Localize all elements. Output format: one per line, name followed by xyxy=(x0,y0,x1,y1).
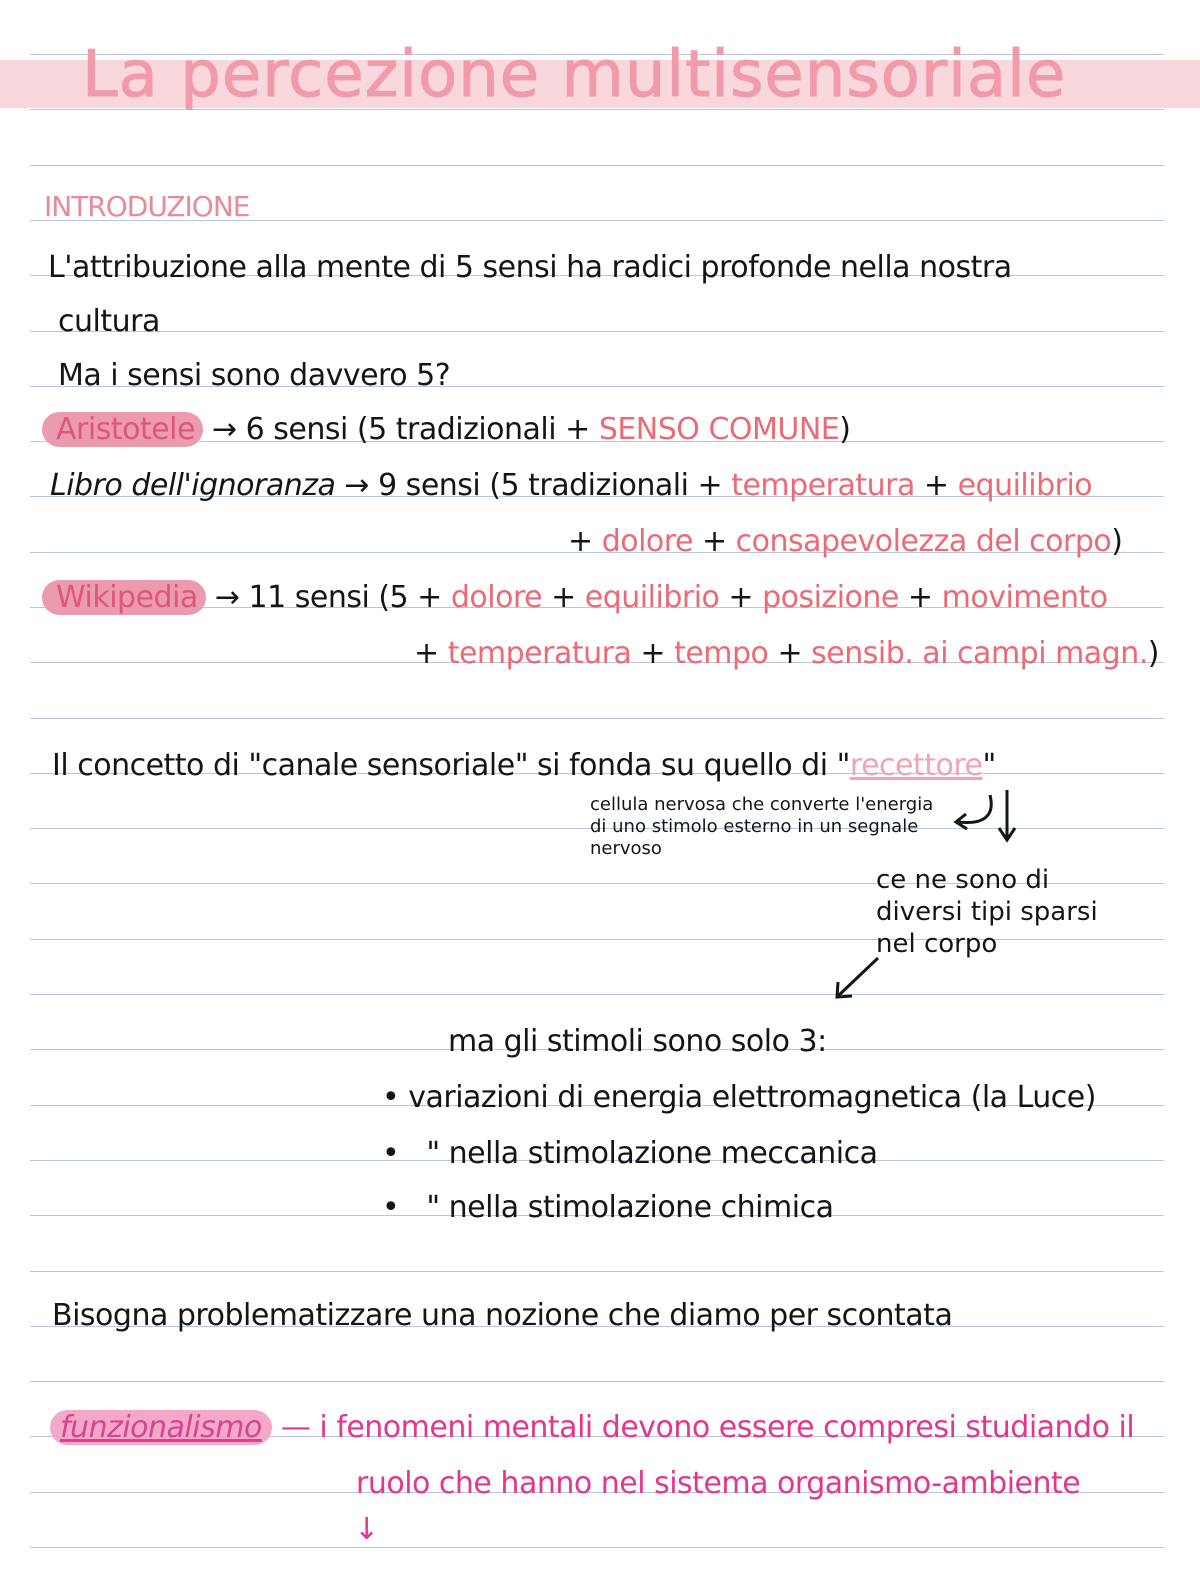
funzionalismo-line-1: i fenomeni mentali devono essere compresi studiando il xyxy=(319,1410,1135,1445)
curved-arrow-icon xyxy=(958,795,991,823)
wikipedia-row: Wikipedia → 11 sensi (5 + dolore + equilibrio + posizione + movimento xyxy=(56,580,1108,615)
canale-after: " xyxy=(982,748,996,783)
aristotele-text: → 6 sensi (5 tradizionali + xyxy=(212,412,590,447)
libro-item: consapevolezza del corpo xyxy=(735,524,1112,559)
funzionalismo-label: funzionalismo xyxy=(50,1410,272,1445)
down-arrow-icon: ↓ xyxy=(354,1512,379,1547)
wikipedia-row-2: + temperatura + tempo + sensib. ai campi magn.) xyxy=(414,636,1159,671)
down-arrow-icon xyxy=(999,790,1015,840)
aristotele-close: ) xyxy=(839,412,851,447)
libro-close: ) xyxy=(1111,524,1123,559)
aristotele-label: Aristotele xyxy=(42,412,203,447)
wikipedia-item: temperatura xyxy=(447,636,632,671)
wikipedia-item: dolore xyxy=(450,580,543,615)
intro-line-3: Ma i sensi sono davvero 5? xyxy=(58,358,451,393)
wikipedia-label: Wikipedia xyxy=(42,580,206,615)
libro-row-2: + dolore + consapevolezza del corpo) xyxy=(568,524,1123,559)
funzionalismo-line-2: ruolo che hanno nel sistema organismo-ambiente xyxy=(356,1466,1081,1501)
libro-item: equilibrio xyxy=(957,468,1093,503)
libro-item: dolore xyxy=(601,524,693,559)
intro-line-2: cultura xyxy=(58,304,160,339)
stimoli-heading: ma gli stimoli sono solo 3: xyxy=(448,1024,827,1059)
wikipedia-item: posizione xyxy=(762,580,899,615)
funzionalismo-dash: — xyxy=(280,1410,311,1445)
libro-label: Libro dell'ignoranza xyxy=(50,468,336,503)
stimoli-item: • " nella stimolazione chimica xyxy=(382,1190,834,1225)
wikipedia-text: → 11 sensi (5 + xyxy=(214,580,442,615)
wikipedia-item: equilibrio xyxy=(584,580,720,615)
bisogna-text: Bisogna problematizzare una nozione che diamo per scontata xyxy=(52,1298,953,1333)
recettore-term: recettore xyxy=(849,748,983,783)
page-title: La percezione multisensoriale xyxy=(82,38,1067,112)
stimoli-item: • " nella stimolazione meccanica xyxy=(382,1136,878,1171)
recettore-definition: cellula nervosa che converte l'energia di uno stimolo esterno in un segnale nervoso xyxy=(590,794,934,859)
aristotele-extra: SENSO COMUNE xyxy=(598,412,840,447)
stimoli-item: • variazioni di energia elettromagnetica (la Luce) xyxy=(382,1080,1096,1115)
libro-row: Libro dell'ignoranza → 9 sensi (5 tradizionali + temperatura + equilibrio xyxy=(50,468,1093,503)
libro-text: → 9 sensi (5 tradizionali + xyxy=(344,468,723,503)
wikipedia-item: movimento xyxy=(941,580,1108,615)
wikipedia-close: ) xyxy=(1147,636,1159,671)
funzionalismo-row xyxy=(50,1410,1134,1445)
intro-line-1: L'attribuzione alla mente di 5 sensi ha radici profonde nella nostra xyxy=(48,250,1012,285)
canale-before: Il concetto di "canale sensoriale" si fonda su quello di " xyxy=(52,748,850,783)
intro-heading: INTRODUZIONE xyxy=(44,190,250,223)
wikipedia-item: sensib. ai campi magn. xyxy=(811,636,1148,671)
diagonal-arrow-icon xyxy=(837,958,878,997)
libro-item: temperatura xyxy=(731,468,915,503)
recettore-note: ce ne sono di diversi tipi sparsi nel corpo xyxy=(876,865,1098,959)
wikipedia-item: tempo xyxy=(674,636,769,671)
